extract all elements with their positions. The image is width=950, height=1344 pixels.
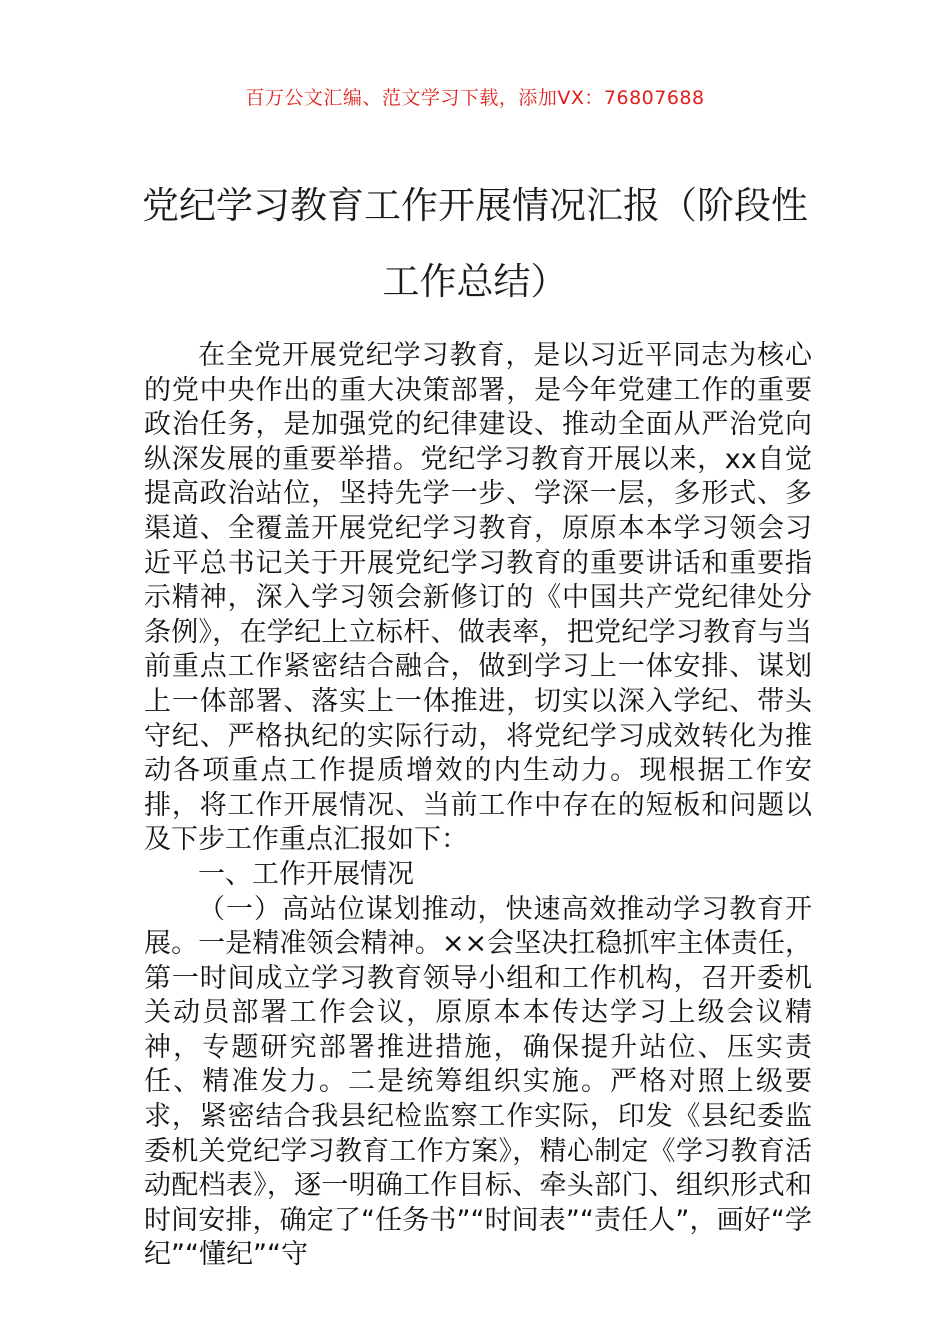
promo-header-note: 百万公文汇编、范文学习下载，添加VX：76807688 [245,87,705,109]
document-body [144,339,812,1273]
section-heading: 一、工作开展情况 [198,858,414,890]
title-line-1: 党纪学习教育工作开展情况汇报（阶段性 [142,184,808,227]
intro-paragraph: 在全党开展党纪学习教育，是以习近平同志为核心的党中央作出的重大决策部署，是今年党建工作的重要政治任务，是加强党的纪律建设、推动全面从严治党向纵深发展的重要举措。党纪学习教育开展以来，xx自觉提高政治站位，坚持先学一步、学深一层，多形式、多渠道、全覆盖开展党纪学习教育，原原本本学习领会习近平总书记关于开展党纪学习教育的重要讲话和重要指示精神，深入学习领会新修订的《中国共产党纪律处分条例》，在学纪上立标杆、做表率，把党纪学习教育与当前重点工作紧密结合融合，做到学习上一体安排、谋划上一体部署、落实上一体推进，切实以深入学纪、带头守纪、严格执纪的实际行动，将党纪学习成效转化为推动各项重点工作提质增效的内生动力。现根据工作安排，将工作开展情况、当前工作中存在的短板和问题以及下步工作重点汇报如下： [144,340,812,856]
subsection-paragraph: （一）高站位谋划推动，快速高效推动学习教育开展。一是精准领会精神。××会坚决扛稳抓牢主体责任，第一时间成立学习教育领导小组和工作机构，召开委机关动员部署工作会议，原原本本传达学习上级会议精神，专题研究部署推进措施，确保提升站位、压实责任、精准发力。二是统筹组织实施。严格对照上级要求，紧密结合我县纪检监察工作实际，印发《县纪委监委机关党纪学习教育工作方案》，精心制定《学习教育活动配档表》，逐一明确工作目标、牵头部门、组织形式和时间安排，确定了“任务书”“时间表”“责任人”，画好“学纪”“懂纪”“守 [144,893,812,1271]
document-title [110,168,840,320]
title-line-2: 工作总结） [382,260,568,303]
